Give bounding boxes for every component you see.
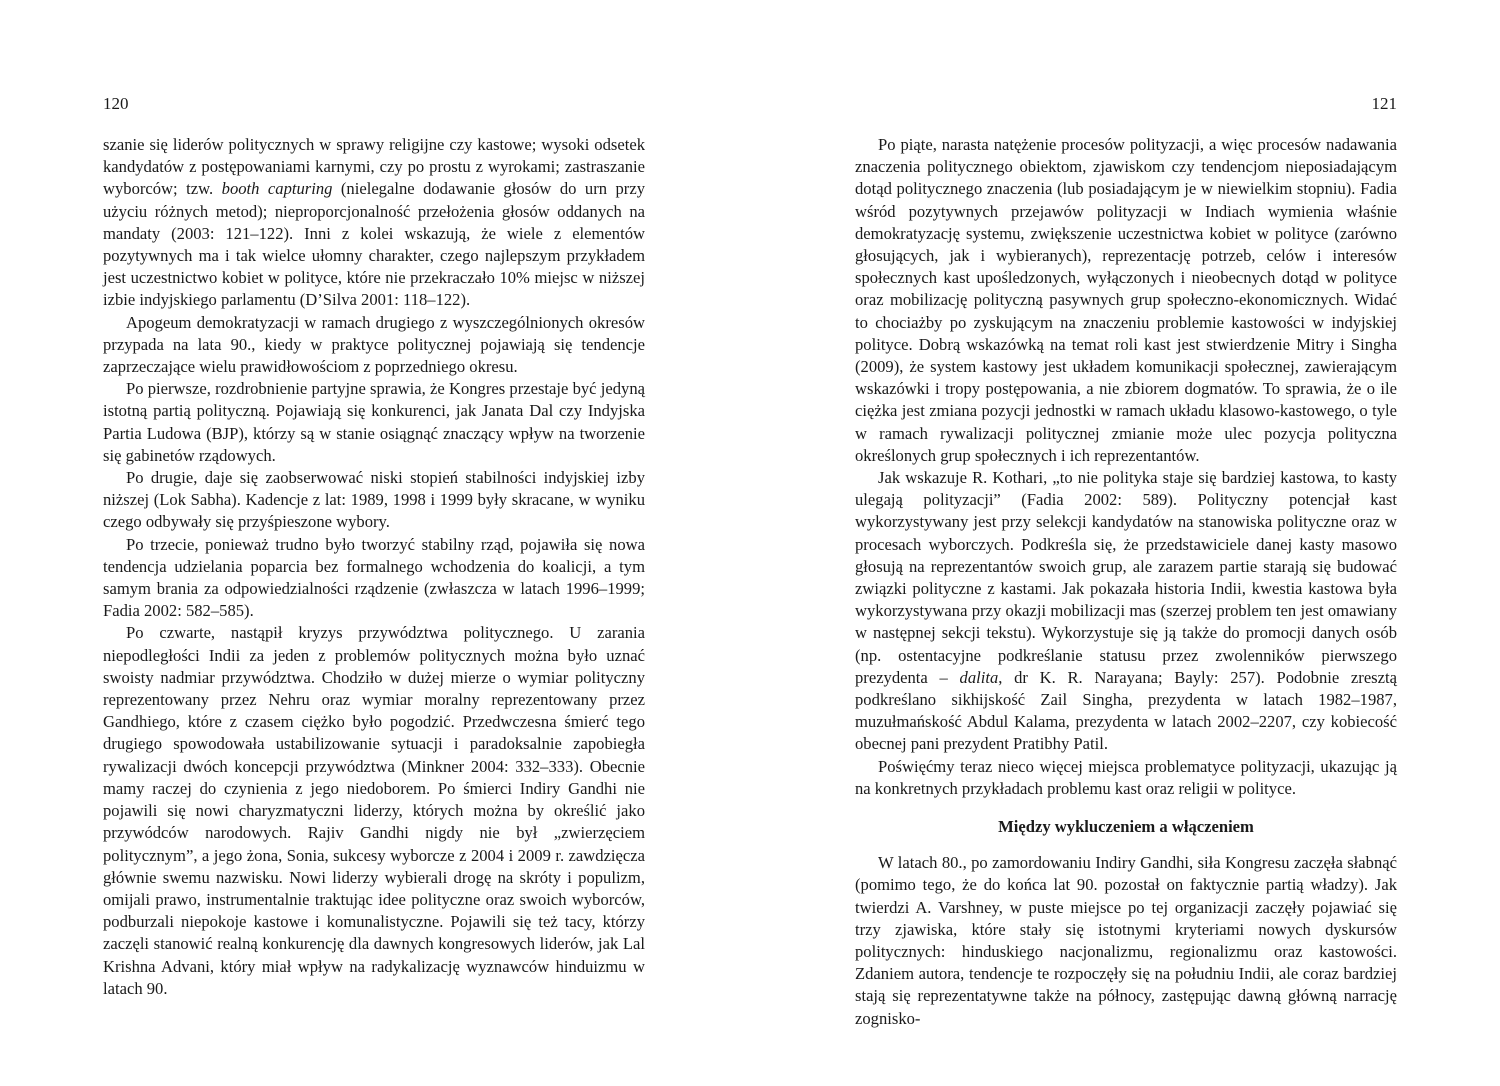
text-run: Po trzecie, ponieważ trudno było tworzyć stabilny rząd, pojawiła się nowa tendencja udzielania poparcia bez formalnego wchodzenia do koalicji, a tym samym brania za odpowiedzialności rządzenie (zwłaszcza w latach 1996–1999; Fadia 2002: 582–585). (103, 534, 645, 621)
right-paragraphs-before (855, 134, 1397, 800)
right-page-text (855, 134, 1397, 1030)
text-run: Jak wskazuje R. Kothari, „to nie polityka staje się bardziej kastowa, to kasty ulegają polityzacji” (Fadia 2002: 589). Polityczny potencjał kast wykorzystywany jest przy selekcji kandydatów na stanowiska polityczne oraz w procesach wyborczych. Podkreśla się, że przedstawiciele danej kasty masowo głosują na reprezentantów swoich grup, ale zarazem partie starają się budować związki polityczne z kastami. Jak pokazała historia Indii, kwestia kastowa była wykorzystywana przy okazji mobilizacji mas (szerzej problem ten jest omawiany w następnej sekcji tekstu). Wykorzystuje się ją także do promocji danych osób (np. ostentacyjne podkreślanie statusu przez zwolenników pierwszego prezydenta – (855, 468, 1397, 687)
right-page (855, 0, 1397, 1086)
text-run: W latach 80., po zamordowaniu Indiry Gandhi, siła Kongresu zaczęła słabnąć (pomimo tego, że do końca lat 90. pozostał on faktycznie partią władzy). Jak twierdzi A. Varshney, w puste miejsce po tej organizacji zaczęły pojawiać się trzy zjawiska, które stały się istotnymi kryteriami nowych dyskursów politycznych: hinduskiego nacjonalizmu, regionalizmu oraz kastowości. Zdaniem autora, tendencje te rozpoczęły się na południu Indii, ale coraz bardziej stają się reprezentatywne także na północy, zastępując dawną główną narrację zognisko- (855, 853, 1397, 1028)
right-paragraph (855, 467, 1397, 756)
text-run: (nielegalne dodawanie głosów do urn przy użyciu różnych metod); nieproporcjonalność przełożenia głosów oddanych na mandaty (2003: 121–122). Inni z kolei wskazują, że wiele z elementów pozytywnych ma i tak wielce ułomny charakter, czego najlepszym przykładem jest uczestnictwo kobiet w polityce, które nie przekraczało 10% miejsc w niższej izbie indyjskiego parlamentu (D’Silva 2001: 118–122). (103, 179, 645, 310)
text-run: , dr K. R. Narayana; Bayly: 257). Podobnie zresztą podkreślano sikhijskość Zail Singha, prezydenta w latach 1982–1987, muzułmańskość Abdul Kalama, prezydenta w latach 2002–2207, czy kobiecość obecnej pani prezydent Pratibhy Patil. (855, 667, 1397, 754)
left-paragraph (103, 134, 645, 312)
italic-term: dalita (959, 667, 999, 687)
section-heading: Między wykluczeniem a włączeniem (998, 817, 1254, 837)
text-run: Apogeum demokratyzacji w ramach drugiego z wyszczególnionych okresów przypada na lata 90., kiedy w praktyce politycznej pojawiają się tendencje zaprzeczające wielu prawidłowościom z poprzedniego okresu. (103, 312, 645, 377)
text-run: Poświęćmy teraz nieco więcej miejsca problematyce polityzacji, ukazując ją na konkretnych przykładach problemu kast oraz religii w polityce. (855, 756, 1397, 798)
right-paragraph (855, 134, 1397, 467)
page-number-right: 121 (1371, 94, 1397, 113)
text-run: Po czwarte, nastąpił kryzys przywództwa politycznego. U zarania niepodległości Indii za jeden z problemów politycznych można było uznać swoisty nadmiar przywództwa. Chodziło w dużej mierze o wymiar polityczny reprezentowany przez Nehru oraz wymiar moralny reprezentowany przez Gandhiego, które z czasem ciężko było pogodzić. Przedwczesna śmierć tego drugiego spowodowała ustabilizowanie sytuacji i paradoksalnie zapobiegła rywalizacji dwóch koncepcji przywództwa (Minkner 2004: 332–333). Obecnie mamy raczej do czynienia z jego niedoborem. Po śmierci Indiry Gandhi nie pojawili się nowi charyzmatyczni liderzy, których można by określić jako przywódców narodowych. Rajiv Gandhi nigdy nie był „zwierzęciem politycznym”, a jego żona, Sonia, sukcesy wyborcze z 2004 i 2009 r. zawdzięcza głównie swemu nazwisku. Nowi liderzy wybierali drogę na skróty i populizm, omijali prawo, instrumentalnie traktując idee polityczne oraz swoich wyborców, podburzali niepokoje kastowe i komunalistyczne. Pojawili się też tacy, którzy zaczęli stanowić realną konkurencję dla dawnych kongresowych liderów, jak Lal Krishna Advani, który miał wpływ na radykalizację wyznawców hinduizmu w latach 90. (103, 623, 645, 998)
left-paragraph (103, 467, 645, 534)
text-run: Po drugie, daje się zaobserwować niski stopień stabilności indyjskiej izby niższej (Lok Sabha). Kadencje z lat: 1989, 1998 i 1999 były skracane, w wyniku czego odbywały się przyśpieszone wybory. (103, 468, 645, 532)
text-run: Po pierwsze, rozdrobnienie partyjne sprawia, że Kongres przestaje być jedyną istotną partią polityczną. Pojawiają się konkurenci, jak Janata Dal czy Indyjska Partia Ludowa (BJP), którzy są w stanie osiągnąć znaczący wpływ na tworzenie się gabinetów rządowych. (103, 379, 645, 465)
italic-term: booth capturing (221, 179, 333, 199)
right-paragraphs-after (855, 852, 1397, 1030)
text-run: szanie się liderów politycznych w sprawy religijne czy kastowe; wysoki odsetek kandydatów z postępowaniami karnymi, czy po prostu z wyrokami; zastraszanie wyborców; tzw. (103, 135, 645, 199)
right-paragraph (855, 852, 1397, 1030)
left-paragraph (103, 622, 645, 999)
left-paragraph (103, 534, 645, 623)
right-paragraph (855, 756, 1397, 800)
left-page (103, 0, 645, 1086)
text-run: Po piąte, narasta natężenie procesów polityzacji, a więc procesów nadawania znaczenia politycznego obiektom, zjawiskom czy tendencjom nieposiadającym dotąd politycznego znaczenia (lub posiadającym je w niewielkim stopniu). Fadia wśród pozytywnych przejawów polityzacji w Indiach wymienia właśnie demokratyzację systemu, zwiększenie uczestnictwa kobiet w polityce (zarówno głosujących, jak i wybieranych), reprezentację potrzeb, celów i interesów społecznych kast upośledzonych, wyłączonych i nieobecnych dotąd w polityce oraz mobilizację polityczną pasywnych grup społeczno-ekonomicznych. Widać to chociażby po zyskującym na znaczeniu problemie kastowości w indyjskiej polityce. Dobrą wskazówką na temat roli kast jest stwierdzenie Mitry i Singha (2009), że system kastowy jest układem komunikacji społecznej, zawierającym wskazówki i tropy postępowania, a nie zbiorem dogmatów. To sprawia, że o ile ciężka jest zmiana pozycji jednostki w ramach układu klasowo-kastowego, o tyle w ramach rywalizacji politycznej zmianie może ulec pozycja polityczna określonych grup społecznych i ich reprezentantów. (855, 135, 1397, 465)
page-number-left: 120 (103, 94, 129, 113)
left-paragraph (103, 378, 645, 467)
left-paragraph (103, 312, 645, 379)
left-page-text (103, 134, 645, 1000)
